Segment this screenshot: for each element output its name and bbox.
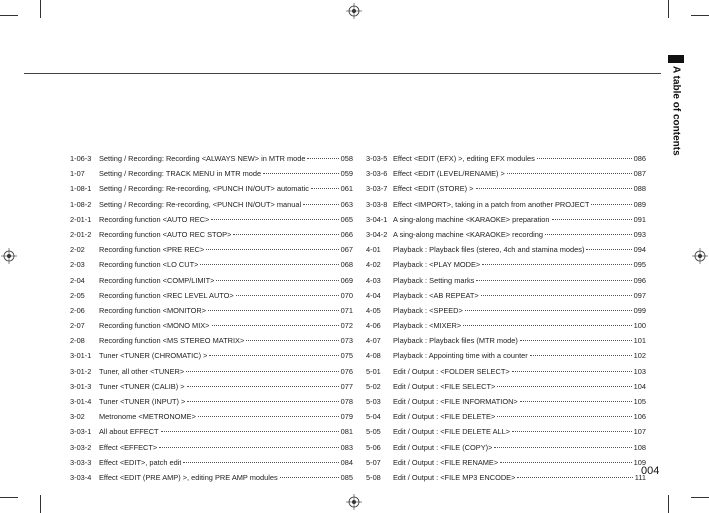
toc-entry-title: Tuner <TUNER (CALIB) > (99, 381, 185, 391)
toc-entry-leader (216, 280, 338, 281)
toc-entry-page: 061 (340, 184, 353, 194)
toc-entry[interactable] (366, 197, 646, 212)
toc-entry-leader (246, 340, 338, 341)
toc-entry-number: 4-02 (366, 260, 381, 270)
toc-entry-title: Edit / Output : <FILE DELETE> (393, 412, 496, 422)
toc-entry-number: 1-08-1 (70, 184, 92, 194)
toc-entry-page: 108 (633, 442, 646, 452)
toc-entry-number: 3-02 (70, 412, 85, 422)
toc-entry-leader (200, 264, 338, 265)
toc-entry-page: 059 (340, 169, 353, 179)
toc-entry-page: 105 (633, 397, 646, 406)
toc-entry-page: 102 (633, 351, 646, 361)
toc-entry-title: Edit / Output : <FOLDER SELECT> (393, 366, 510, 376)
toc-entry-title: Effect <EDIT>, patch edit (99, 457, 182, 467)
toc-entry[interactable] (366, 303, 646, 318)
toc-entry-number: 2-01-2 (70, 229, 92, 239)
toc-entry-number: 2-04 (70, 275, 85, 285)
toc-entry-title: Playback : <MIXER> (393, 321, 462, 331)
toc-entry-title: Tuner <TUNER (CHROMATIC) > (99, 351, 208, 361)
toc-entry-page: 091 (633, 214, 646, 224)
toc-entry-page: 109 (633, 457, 646, 467)
toc-entry-leader (537, 158, 632, 159)
toc-entry-number: 3-01-4 (70, 397, 92, 406)
toc-entry-leader (463, 325, 631, 326)
toc-entry-leader (212, 325, 339, 326)
toc-entry-number: 1-08-2 (70, 199, 92, 209)
toc-entry-number: 5-03 (366, 397, 381, 406)
registration-mark-left-icon (1, 248, 17, 264)
toc-entry-leader (591, 204, 631, 205)
toc-entry-page: 111 (634, 472, 646, 482)
toc-entry-leader (208, 310, 339, 311)
toc-entry[interactable] (366, 455, 646, 470)
toc-entry-page: 065 (340, 214, 353, 224)
toc-entry-page: 086 (633, 154, 646, 163)
toc-entry-number: 5-04 (366, 412, 381, 422)
toc-entry-number: 3-03-1 (70, 427, 92, 437)
toc-entry-title: Recording function <AUTO REC STOP> (99, 229, 232, 239)
toc-entry-number: 5-08 (366, 472, 381, 482)
toc-entry-title: Setting / Recording: TRACK MENU in MTR mode (99, 169, 262, 179)
toc-entry-number: 1-07 (70, 169, 85, 179)
toc-entry[interactable] (366, 242, 646, 257)
toc-entry-title: Effect <EDIT (PRE AMP) >, editing PRE AMP modules (99, 472, 278, 482)
toc-entry[interactable] (70, 273, 353, 288)
toc-entry-title: Recording function <MS STEREO MATRIX> (99, 336, 245, 346)
toc-entry-number: 5-07 (366, 457, 381, 467)
toc-entry[interactable] (70, 197, 353, 212)
toc-entry[interactable] (366, 318, 646, 333)
toc-entry-number: 1-06-3 (70, 154, 92, 163)
toc-entry[interactable] (70, 303, 353, 318)
toc-entry-title: Edit / Output : <FILE DELETE ALL> (393, 427, 511, 437)
toc-entry-number: 4-04 (366, 290, 381, 300)
toc-entry[interactable] (366, 288, 646, 303)
toc-entry-page: 106 (633, 412, 646, 422)
toc-entry-leader (211, 219, 338, 220)
toc-entry-title: Effect <EDIT (EFX) >, editing EFX modules (393, 154, 535, 163)
toc-entry-number: 3-01-1 (70, 351, 92, 361)
toc-entry-number: 5-05 (366, 427, 381, 437)
toc-entry-number: 3-03-7 (366, 184, 388, 194)
toc-entry-page: 084 (340, 457, 353, 467)
toc-entry[interactable] (366, 333, 646, 348)
registration-mark-bottom-icon (346, 494, 362, 510)
toc-entry-title: Playback : Appointing time with a counter (393, 351, 528, 361)
toc-entry-page: 073 (340, 336, 353, 346)
toc-entry[interactable] (366, 379, 646, 394)
toc-entry-leader (500, 462, 632, 463)
toc-entry-number: 5-02 (366, 381, 381, 391)
toc-entry-number: 3-03-5 (366, 154, 388, 163)
toc-entry-page: 083 (340, 442, 353, 452)
toc-entry[interactable] (366, 409, 646, 424)
crop-mark-tl-v (40, 0, 41, 18)
toc-entry-page: 093 (633, 229, 646, 239)
toc-entry-page: 085 (340, 472, 353, 482)
toc-entry-leader (481, 295, 632, 296)
toc-entry-number: 4-05 (366, 305, 381, 315)
toc-entry-leader (186, 371, 338, 372)
side-tab-marker (668, 55, 684, 63)
crop-mark-bl-v (40, 495, 41, 513)
toc-entry-page: 078 (340, 397, 353, 406)
toc-entry-page: 103 (633, 366, 646, 376)
toc-entry-title: Edit / Output : <FILE RENAME> (393, 457, 499, 467)
toc-entry[interactable] (70, 227, 353, 242)
toc-entry-title: Playback : <SPEED> (393, 305, 463, 315)
toc-entry-page: 068 (340, 260, 353, 270)
toc-entry-leader (517, 477, 632, 478)
toc-entry[interactable] (70, 470, 353, 485)
toc-entry-page: 069 (340, 275, 353, 285)
toc-entry-leader (311, 188, 339, 189)
toc-entry[interactable] (70, 151, 353, 166)
toc-entry-page: 100 (633, 321, 646, 331)
toc-entry[interactable] (366, 166, 646, 181)
toc-entry[interactable] (366, 424, 646, 439)
toc-entry-number: 3-03-2 (70, 442, 92, 452)
toc-entry-number: 2-02 (70, 245, 85, 255)
toc-entry-leader (209, 355, 338, 356)
crop-mark-tr-v (668, 0, 669, 18)
toc-column-right (366, 151, 646, 485)
toc-entry[interactable] (70, 257, 353, 272)
toc-entry-title: Effect <EDIT (STORE) > (393, 184, 474, 194)
header-rule (24, 73, 661, 74)
toc-entry-page: 096 (633, 275, 646, 285)
toc-entry[interactable] (70, 333, 353, 348)
toc-entry[interactable] (366, 227, 646, 242)
toc-entry-leader (280, 477, 339, 478)
toc-entry-page: 070 (340, 290, 353, 300)
toc-entry-leader (497, 416, 631, 417)
toc-entry-title: Effect <EFFECT> (99, 442, 158, 452)
toc-column-left (70, 151, 353, 485)
toc-entry-number: 3-04-2 (366, 229, 388, 239)
toc-entry-leader (307, 158, 338, 159)
toc-entry-page: 072 (340, 321, 353, 331)
toc-entry-title: Effect <EDIT (LEVEL/RENAME) > (393, 169, 505, 179)
toc-entry-title: A sing-along machine <KARAOKE> preparation (393, 214, 550, 224)
toc-entry-title: Metronome <METRONOME> (99, 412, 196, 422)
toc-entry-number: 2-07 (70, 321, 85, 331)
toc-entry-page: 097 (633, 290, 646, 300)
toc-entry-leader (494, 447, 631, 448)
toc-entry[interactable] (70, 379, 353, 394)
toc-entry-page: 076 (340, 366, 353, 376)
toc-entry[interactable] (366, 257, 646, 272)
crop-mark-tl-h (0, 15, 18, 16)
toc-entry-title: All about EFFECT (99, 427, 159, 437)
toc-entry-title: Playback : <AB REPEAT> (393, 290, 479, 300)
toc-entry-title: Setting / Recording: Recording <ALWAYS NEW> in MTR mode (99, 154, 306, 163)
toc-entry-number: 4-03 (366, 275, 381, 285)
toc-entry-title: Recording function <PRE REC> (99, 245, 205, 255)
toc-entry-number: 4-07 (366, 336, 381, 346)
toc-entry-number: 4-06 (366, 321, 381, 331)
toc-entry[interactable] (366, 394, 646, 409)
toc-entry-leader (507, 173, 632, 174)
toc-entry-page: 058 (340, 154, 353, 163)
toc-entry-title: Recording function <LO CUT> (99, 260, 199, 270)
toc-entry-title: Recording function <COMP/LIMIT> (99, 275, 215, 285)
toc-entry-leader (206, 249, 338, 250)
toc-entry-page: 087 (633, 169, 646, 179)
toc-entry-leader (303, 204, 339, 205)
toc-entry-page: 089 (633, 199, 646, 209)
toc-entry-leader (233, 234, 338, 235)
toc-entry-number: 3-03-6 (366, 169, 388, 179)
toc-entry-page: 075 (340, 351, 353, 361)
toc-entry-number: 5-06 (366, 442, 381, 452)
toc-entry-number: 3-01-2 (70, 366, 92, 376)
toc-entry-page: 107 (633, 427, 646, 437)
toc-entry[interactable] (70, 242, 353, 257)
toc-entry[interactable] (70, 288, 353, 303)
side-title: A table of contents (670, 66, 682, 156)
toc-entry-leader (476, 280, 631, 281)
toc-entry-leader (482, 264, 631, 265)
toc-entry-page: 079 (340, 412, 353, 422)
toc-entry-title: Recording function <REC LEVEL AUTO> (99, 290, 234, 300)
toc-entry-page: 094 (633, 245, 646, 255)
crop-mark-bl-h (0, 497, 18, 498)
toc-entry-page: 066 (340, 229, 353, 239)
toc-entry-number: 2-06 (70, 305, 85, 315)
toc-entry-title: Playback : Setting marks (393, 275, 475, 285)
page-number: 004 (641, 465, 660, 477)
toc-entry[interactable] (70, 394, 353, 409)
toc-entry[interactable] (70, 212, 353, 227)
toc-entry-leader (183, 462, 338, 463)
toc-entry-number: 2-01-1 (70, 214, 92, 224)
toc-entry-number: 3-03-3 (70, 457, 92, 467)
toc-entry-title: A sing-along machine <KARAOKE> recording (393, 229, 543, 239)
toc-entry-page: 104 (633, 381, 646, 391)
registration-mark-top-icon (346, 3, 362, 19)
toc-entry[interactable] (366, 364, 646, 379)
toc-entry-page: 095 (633, 260, 646, 270)
toc-entry-number: 3-04-1 (366, 214, 388, 224)
toc-entry[interactable] (366, 273, 646, 288)
toc-entry-number: 3-03-4 (70, 472, 92, 482)
toc-entry-leader (530, 355, 632, 356)
toc-entry-leader (236, 295, 339, 296)
toc-entry-leader (476, 188, 632, 189)
toc-entry[interactable] (366, 181, 646, 196)
toc-entry-page: 088 (633, 184, 646, 194)
toc-entry[interactable] (366, 151, 646, 166)
toc-entry-leader (545, 234, 632, 235)
toc-entry-number: 4-01 (366, 245, 381, 255)
toc-entry-title: Playback : Playback files (MTR mode) (393, 336, 518, 346)
toc-entry-page: 071 (340, 305, 353, 315)
toc-entry-page: 077 (340, 381, 353, 391)
toc-entry-leader (263, 173, 339, 174)
toc-entry[interactable] (70, 348, 353, 363)
toc-entry-page: 101 (633, 336, 646, 346)
toc-entry-number: 3-03-8 (366, 199, 388, 209)
toc-entry-leader (497, 386, 631, 387)
toc-entry-leader (520, 401, 632, 402)
toc-entry-leader (512, 431, 632, 432)
toc-entry-leader (552, 219, 632, 220)
toc-entry-page: 081 (340, 427, 353, 437)
toc-entry-leader (465, 310, 632, 311)
toc-entry[interactable] (366, 348, 646, 363)
toc-entry-title: Effect <IMPORT>, taking in a patch from another PROJECT (393, 199, 590, 209)
toc-entry-title: Recording function <MONITOR> (99, 305, 207, 315)
crop-mark-br-h (691, 497, 709, 498)
toc-entry-title: Playback : Playback files (stereo, 4ch and stamina modes) (393, 245, 585, 255)
toc-entry-leader (187, 401, 338, 402)
toc-entry-title: Playback : <PLAY MODE> (393, 260, 481, 270)
toc-entry-leader (161, 431, 339, 432)
toc-entry[interactable] (70, 318, 353, 333)
toc-entry-number: 2-03 (70, 260, 85, 270)
toc-entry[interactable] (70, 424, 353, 439)
crop-mark-tr-h (691, 15, 709, 16)
toc-entry-title: Edit / Output : <FILE (COPY)> (393, 442, 493, 452)
toc-entry-title: Edit / Output : <FILE MP3 ENCODE> (393, 472, 516, 482)
toc-entry-page: 099 (633, 305, 646, 315)
toc-entry-title: Setting / Recording: Re-recording, <PUNCH IN/OUT> automatic (99, 184, 309, 194)
toc-entry-title: Edit / Output : <FILE SELECT> (393, 381, 496, 391)
toc-entry[interactable] (70, 409, 353, 424)
crop-mark-br-v (668, 495, 669, 513)
toc-entry-title: Tuner <TUNER (INPUT) > (99, 397, 186, 406)
toc-entry-number: 5-01 (366, 366, 381, 376)
toc-entry-title: Recording function <MONO MIX> (99, 321, 210, 331)
toc-entry-page: 067 (340, 245, 353, 255)
registration-mark-right-icon (692, 248, 708, 264)
toc-entry-title: Tuner, all other <TUNER> (99, 366, 185, 376)
toc-entry-leader (586, 249, 631, 250)
toc-entry-title: Edit / Output : <FILE INFORMATION> (393, 397, 518, 406)
toc-entry[interactable] (70, 455, 353, 470)
toc-entry-number: 4-08 (366, 351, 381, 361)
toc-entry[interactable] (366, 470, 646, 485)
toc-entry-page: 063 (340, 199, 353, 209)
toc-entry-leader (520, 340, 632, 341)
toc-entry-leader (187, 386, 339, 387)
toc-entry-number: 3-01-3 (70, 381, 92, 391)
toc-entry[interactable] (70, 440, 353, 455)
toc-entry-number: 2-08 (70, 336, 85, 346)
toc-entry-number: 2-05 (70, 290, 85, 300)
toc-entry[interactable] (366, 212, 646, 227)
toc-entry-title: Recording function <AUTO REC> (99, 214, 210, 224)
toc-entry[interactable] (366, 440, 646, 455)
toc-entry-leader (512, 371, 632, 372)
toc-entry[interactable] (70, 181, 353, 196)
toc-entry-title: Setting / Recording: Re-recording, <PUNCH IN/OUT> manual (99, 199, 302, 209)
toc-entry[interactable] (70, 166, 353, 181)
toc-entry[interactable] (70, 364, 353, 379)
toc-entry-leader (159, 447, 338, 448)
toc-entry-leader (198, 416, 339, 417)
